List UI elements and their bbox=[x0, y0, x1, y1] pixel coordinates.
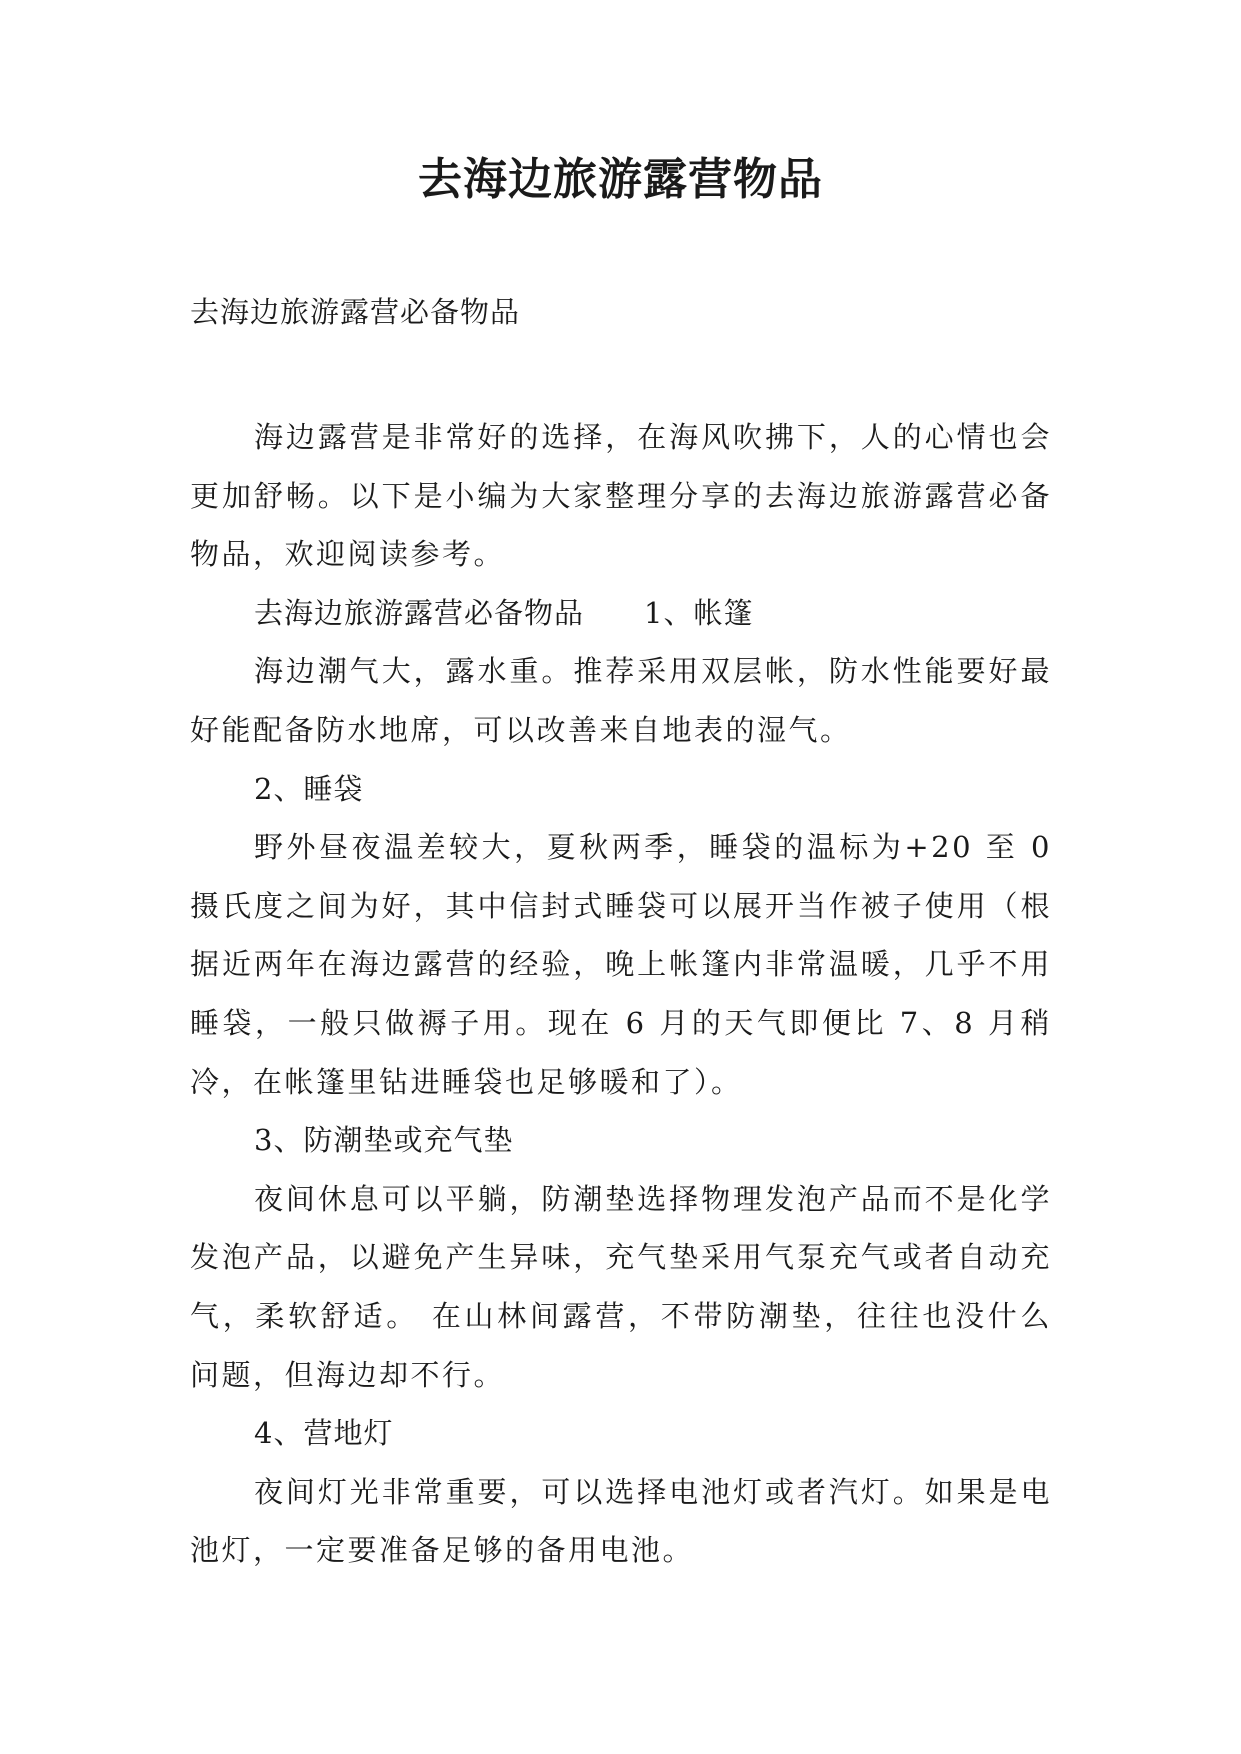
document-subtitle: 去海边旅游露营必备物品 bbox=[190, 295, 521, 329]
section-2-paragraph: 野外昼夜温差较大，夏秋两季，睡袋的温标为+20 至 0 摄氏度之间为好，其中信封式睡袋可以展开当作被子使用（根据近两年在海边露营的经验，晚上帐篷内非常温暖，几乎不用睡袋，一般只做褥子用。现在 6 月的天气即便比 7、8 月稍冷，在帐篷里钻进睡袋也足够暖和了）。 bbox=[190, 830, 1052, 1099]
document-title: 去海边旅游露营物品 bbox=[418, 154, 823, 205]
document-body bbox=[190, 408, 1052, 1580]
section-4-heading: 4、营地灯 bbox=[254, 1416, 394, 1451]
section-1-heading: 1、帐篷 bbox=[644, 595, 754, 630]
section-1-prefix: 去海边旅游露营必备物品 bbox=[254, 595, 585, 630]
section-3-heading: 3、防潮垫或充气垫 bbox=[254, 1123, 514, 1158]
section-1-heading-line bbox=[190, 584, 1052, 643]
section-2-heading: 2、睡袋 bbox=[254, 771, 364, 806]
section-4-paragraph: 夜间灯光非常重要，可以选择电池灯或者汽灯。如果是电池灯，一定要准备足够的备用电池。 bbox=[190, 1474, 1052, 1568]
section-1-paragraph: 海边潮气大，露水重。推荐采用双层帐，防水性能要好最好能配备防水地席，可以改善来自地表的湿气。 bbox=[190, 654, 1052, 747]
intro-paragraph: 海边露营是非常好的选择，在海风吹拂下，人的心情也会更加舒畅。以下是小编为大家整理分享的去海边旅游露营必备物品，欢迎阅读参考。 bbox=[190, 420, 1052, 572]
section-3-paragraph: 夜间休息可以平躺，防潮垫选择物理发泡产品而不是化学发泡产品，以避免产生异味，充气垫采用气泵充气或者自动充气，柔软舒适。 在山林间露营，不带防潮垫，往往也没什么问题，但海边却不行。 bbox=[190, 1181, 1052, 1392]
